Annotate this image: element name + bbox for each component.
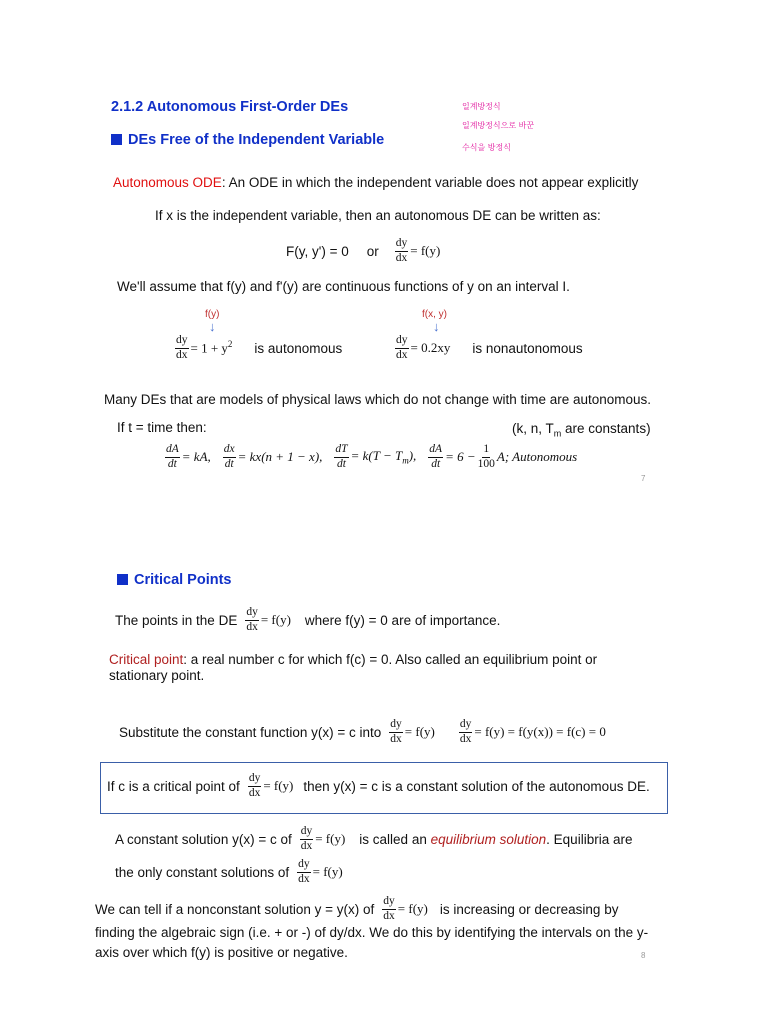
eq-rhs: = f(y) xyxy=(397,901,428,916)
frac-den: dt xyxy=(224,457,234,470)
equilibrium-solution-term: equilibrium solution xyxy=(430,831,547,847)
dA-dt-fraction xyxy=(428,444,443,470)
model3-sub: m xyxy=(402,455,409,466)
tell-pre: We can tell if a nonconstant solution y = y(x) of xyxy=(95,901,375,917)
assume-text: We'll assume that f(y) and f'(y) are continuous functions of y on an interval I. xyxy=(117,279,570,294)
nonconstant-solution-text xyxy=(95,896,618,922)
model4-rhs: = 6 − xyxy=(445,449,476,464)
frac-num: dy xyxy=(300,826,314,840)
frac-num: dA xyxy=(165,444,180,458)
frac-num: dy xyxy=(245,607,259,621)
label-fxy: f(x, y) xyxy=(422,309,447,320)
frac-den: dx xyxy=(246,620,258,633)
handwritten-note-1: 일계방정식 xyxy=(462,102,501,111)
frac-den: dx xyxy=(300,839,313,852)
frac-den: dx xyxy=(176,348,188,361)
const-post: . Equilibria are xyxy=(546,831,633,847)
eq-rhs: = f(y) xyxy=(315,831,346,846)
example-nonautonomous xyxy=(393,335,583,361)
constants-note xyxy=(512,421,651,439)
frac-num: dy xyxy=(395,335,409,349)
page-number: 7 xyxy=(641,474,646,483)
substitute-equation xyxy=(119,719,606,745)
form-or: or xyxy=(366,243,379,259)
subsection-title xyxy=(111,132,384,148)
model1-rhs: = kA, xyxy=(181,449,211,464)
many-des-text: Many DEs that are models of physical laws which do not change with time are autonomous. xyxy=(104,392,652,407)
ex2-text: is nonautonomous xyxy=(472,340,583,356)
square-bullet-icon xyxy=(117,574,128,585)
frac-num: dy xyxy=(459,719,473,733)
frac-den: dx xyxy=(395,251,408,264)
dx-dt-fraction xyxy=(223,444,236,470)
physical-models-equations xyxy=(163,444,577,470)
model3-rhs: = k(T − T xyxy=(350,448,403,464)
eq-rhs: = f(y) xyxy=(312,864,343,879)
tell-post: is increasing or decreasing by xyxy=(439,901,619,917)
down-arrow-icon: ↓ xyxy=(433,319,440,334)
dy-dx-fraction xyxy=(248,773,262,799)
frac-num: 1 xyxy=(482,444,490,458)
frac-den: dx xyxy=(390,732,402,745)
model2-rhs: = kx(n + 1 − x), xyxy=(237,449,323,464)
dT-dt-fraction xyxy=(334,444,348,470)
critical-points-title-text: Critical Points xyxy=(134,572,232,588)
theorem-text xyxy=(107,773,650,799)
frac-den: dt xyxy=(337,457,346,470)
nonconstant-solution-line3: axis over which f(y) is positive or negative. xyxy=(95,945,348,960)
frac-num: dy xyxy=(389,719,403,733)
square-bullet-icon xyxy=(111,134,122,145)
ex1-text: is autonomous xyxy=(254,340,343,356)
eq-rhs: = f(y) xyxy=(404,724,435,739)
constants-post: are constants) xyxy=(561,421,651,436)
label-fy: f(y) xyxy=(205,309,220,320)
critical-point-definition xyxy=(109,652,597,667)
model3-rhs-post: ), xyxy=(408,448,417,464)
box-post: then y(x) = c is a constant solution of the autonomous DE. xyxy=(303,778,650,794)
dy-dx-fraction xyxy=(395,335,409,361)
ex1-rhs: = 1 + y xyxy=(190,340,228,356)
handwritten-note-3: 수식을 방정식 xyxy=(462,143,511,152)
crit-term: Critical point xyxy=(109,652,184,667)
frac-num: dy xyxy=(248,773,262,787)
const-pre: A constant solution y(x) = c of xyxy=(115,831,292,847)
frac-num: dy xyxy=(175,335,189,349)
constants-pre: (k, n, T xyxy=(512,421,554,436)
points-pre: The points in the DE xyxy=(115,612,238,628)
frac-den: dx xyxy=(383,909,395,922)
subst-rhs: = f(y) = f(y(x)) = f(c) = 0 xyxy=(474,724,606,739)
general-form-equation xyxy=(286,238,440,264)
critical-points-title xyxy=(117,572,232,588)
page-number: 8 xyxy=(641,951,646,960)
form-lhs: F(y, y') = 0 xyxy=(286,243,349,259)
section-title: 2.1.2 Autonomous First-Order DEs xyxy=(111,99,349,115)
critical-point-definition-cont: stationary point. xyxy=(109,668,205,683)
eq-rhs: = f(y) xyxy=(263,778,294,793)
const-mid: is called an xyxy=(359,831,427,847)
def-text: : An ODE in which the independent variable does not appear explicitly xyxy=(221,175,639,190)
example-autonomous xyxy=(173,335,342,361)
frac-num: dA xyxy=(428,444,443,458)
frac-den: 100 xyxy=(477,457,495,470)
crit-text-1: : a real number c for which f(c) = 0. Also called an equilibrium point or xyxy=(183,652,598,667)
dy-dx-fraction xyxy=(297,859,311,885)
def-term: Autonomous ODE xyxy=(113,175,222,190)
nonconstant-solution-line2: finding the algebraic sign (i.e. + or -) of dy/dx. We do this by identifying the intervals on the y- xyxy=(95,925,649,940)
only-constant-solutions-text xyxy=(115,859,343,885)
model4-rhs-post: A; Autonomous xyxy=(496,449,578,464)
frac-den: dt xyxy=(431,457,441,470)
autonomous-ode-definition xyxy=(113,175,638,190)
one-hundredth-fraction xyxy=(478,444,495,470)
subsection-title-text: DEs Free of the Independent Variable xyxy=(128,132,385,148)
dy-dx-fraction xyxy=(389,719,403,745)
down-arrow-icon: ↓ xyxy=(209,319,216,334)
ex2-rhs: = 0.2xy xyxy=(410,340,451,355)
frac-den: dx xyxy=(248,786,261,799)
frac-num: dy xyxy=(382,896,396,910)
dA-dt-fraction xyxy=(165,444,180,470)
constant-solution-text xyxy=(115,826,632,852)
frac-num: dT xyxy=(334,444,348,458)
if-t-text: If t = time then: xyxy=(117,420,207,435)
dy-dx-fraction xyxy=(300,826,314,852)
frac-den: dx xyxy=(298,872,310,885)
eq-rhs: = f(y) xyxy=(410,243,441,258)
frac-den: dx xyxy=(396,348,408,361)
frac-den: dt xyxy=(167,457,177,470)
ex1-exp: 2 xyxy=(227,339,233,350)
frac-num: dy xyxy=(297,859,311,873)
frac-num: dx xyxy=(223,444,236,458)
box-pre: If c is a critical point of xyxy=(107,778,240,794)
dy-dx-fraction xyxy=(382,896,396,922)
points-importance-text xyxy=(115,607,500,633)
dy-dx-fraction xyxy=(459,719,473,745)
constants-sub: m xyxy=(553,428,562,439)
dy-dx-fraction xyxy=(175,335,189,361)
dy-dx-fraction xyxy=(395,238,409,264)
dy-dx-fraction xyxy=(245,607,259,633)
if-x-text: If x is the independent variable, then an autonomous DE can be written as: xyxy=(155,208,601,223)
subst-text: Substitute the constant function y(x) = c into xyxy=(119,724,382,740)
frac-num: dy xyxy=(395,238,409,252)
eq-rhs: = f(y) xyxy=(260,612,291,627)
only-text: the only constant solutions of xyxy=(115,864,290,880)
handwritten-note-2: 일계방정식으로 바꾼 xyxy=(462,121,535,130)
points-post: where f(y) = 0 are of importance. xyxy=(304,612,501,628)
frac-den: dx xyxy=(459,732,472,745)
